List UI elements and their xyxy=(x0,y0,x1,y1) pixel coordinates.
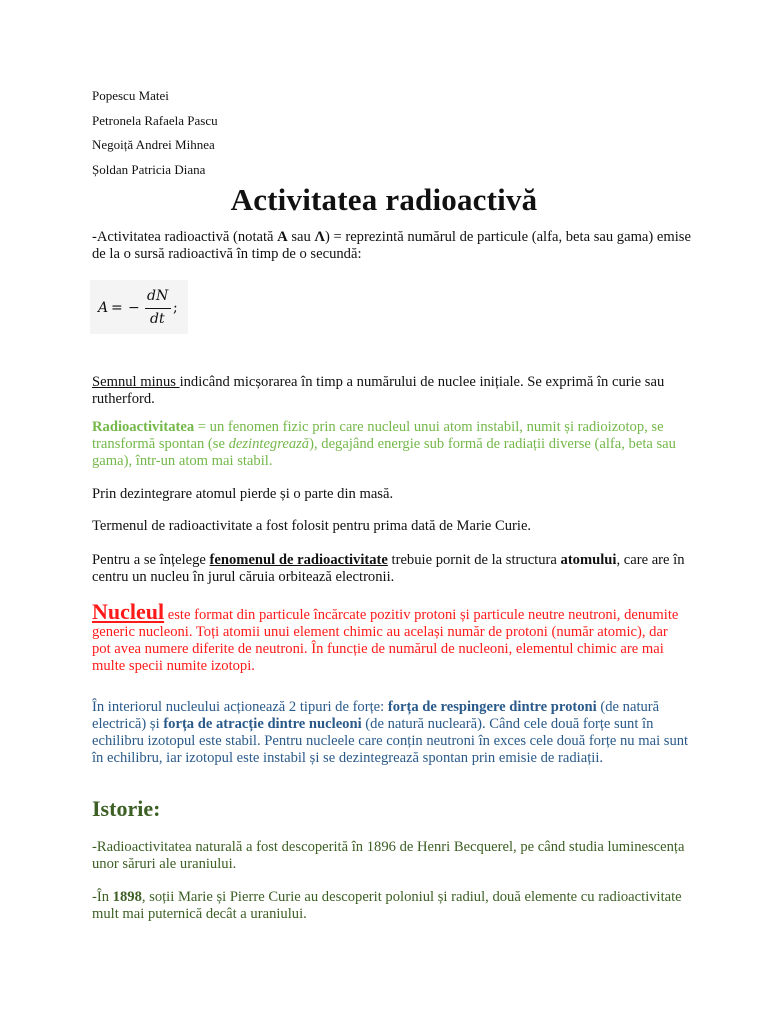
semnul-underlined: Semnul minus xyxy=(92,374,180,390)
istorie-paragraph-2 xyxy=(92,889,692,923)
forte-bold-2: forța de atracție dintre nucleoni xyxy=(163,716,362,732)
intro-text-2: sau xyxy=(287,229,315,245)
fenomen-paragraph xyxy=(92,552,692,586)
radioactivitate-term: Radioactivitatea xyxy=(92,419,195,435)
intro-symbol-a: A xyxy=(277,229,288,245)
page-title: Activitatea radioactivă xyxy=(230,182,538,217)
semnul-rest: indicând micșorarea în timp a numărului de nuclee inițiale. Se exprimă în curie sau rutherford. xyxy=(92,374,665,407)
formula-numerator: dN xyxy=(147,288,169,304)
nucleul-heading-word: Nucleul xyxy=(92,599,165,624)
author-4: Șoldan Patricia Diana xyxy=(92,161,206,177)
author-list xyxy=(92,84,218,182)
formula-semicolon: ; xyxy=(173,300,178,316)
istorie-year: 1898 xyxy=(112,889,142,905)
formula-lhs: A xyxy=(98,300,109,316)
fenomen-bold: fenomenul de radioactivitate xyxy=(209,552,388,568)
intro-paragraph xyxy=(92,229,692,263)
istorie-paragraph-1: -Radioactivitatea naturală a fost descoperită în 1896 de Henri Becquerel, pe când studia luminescența unor săruri ale uraniului. xyxy=(92,839,685,872)
intro-symbol-lambda: Λ xyxy=(314,229,325,245)
author-1: Popescu Matei xyxy=(92,88,169,103)
fenomen-text-1: Pentru a se înțelege xyxy=(92,552,210,568)
formula-equals: = xyxy=(111,300,123,316)
semnul-paragraph xyxy=(92,374,692,408)
radioactivitate-paragraph xyxy=(92,419,692,470)
radio-italic: dezintegrează xyxy=(228,436,310,452)
activity-formula xyxy=(90,280,188,334)
intro-text-3: ) = reprezintă numărul de particule (alfa, beta sau gama) emise de la o sursă radioactivă în timp de o secundă: xyxy=(92,229,691,262)
author-2: Petronela Rafaela Pascu xyxy=(92,112,218,128)
intro-text-1: -Activitatea radioactivă (notată xyxy=(92,229,278,245)
nucleul-paragraph xyxy=(92,599,680,675)
forte-text-2: (de natură electrică) și xyxy=(92,699,660,732)
curie-paragraph: Termenul de radioactivitate a fost folosit pentru prima dată de Marie Curie. xyxy=(92,518,532,534)
fenomen-bold-2: atomului xyxy=(560,552,617,568)
istorie-text-2: , soții Marie și Pierre Curie au descoperit poloniul și radiul, două elemente cu radioactivitate mult mai puternică decât a uraniului. xyxy=(92,889,682,922)
forte-text-1: În interiorul nucleului acționează 2 tipuri de forțe: xyxy=(92,699,388,715)
radio-text-1: = un fenomen fizic prin care nucleul unui atom instabil, numit și radioizotop, se transformă spontan (se xyxy=(92,419,664,452)
forte-text-3: (de natură nucleară). Când cele două forțe sunt în echilibru izotopul este stabil. Pentru nucleele care conțin neutroni în exces cele două forțe nu mai sunt în echilibru, iar izotopul este instabil și se dezintegrează spontan prin emisie de radiații. xyxy=(92,716,689,766)
formula-denominator: dt xyxy=(150,311,165,327)
forte-bold-1: forța de respingere dintre protoni xyxy=(387,699,597,715)
formula-fraction-bar xyxy=(145,308,171,309)
forte-paragraph xyxy=(92,699,692,767)
masa-paragraph: Prin dezintegrare atomul pierde și o parte din masă. xyxy=(92,486,394,502)
radio-text-2: ), degajând energie sub formă de radiații diverse (alfa, beta sau gama), într-un atom mai stabil. xyxy=(92,436,676,469)
nucleul-text: este format din particule încărcate pozitiv protoni și particule neutre neutroni, denumite generic nucleoni. Toți atomii unui element chimic au același număr de protoni (număr atomic), dar pot avea numere diferite de neutroni. În funcție de numărul de nucleoni, elementul chimic are mai multe specii numite izotopi. xyxy=(92,607,679,674)
fenomen-text-3: , care are în centru un nucleu în jurul căruia orbitează electronii. xyxy=(92,552,685,585)
istorie-text-1: -În xyxy=(92,889,113,905)
author-3: Negoiță Andrei Mihnea xyxy=(92,137,215,152)
formula-minus: − xyxy=(128,300,140,316)
istorie-heading: Istorie: xyxy=(92,796,161,821)
fenomen-text-2: trebuie pornit de la structura xyxy=(387,552,561,568)
